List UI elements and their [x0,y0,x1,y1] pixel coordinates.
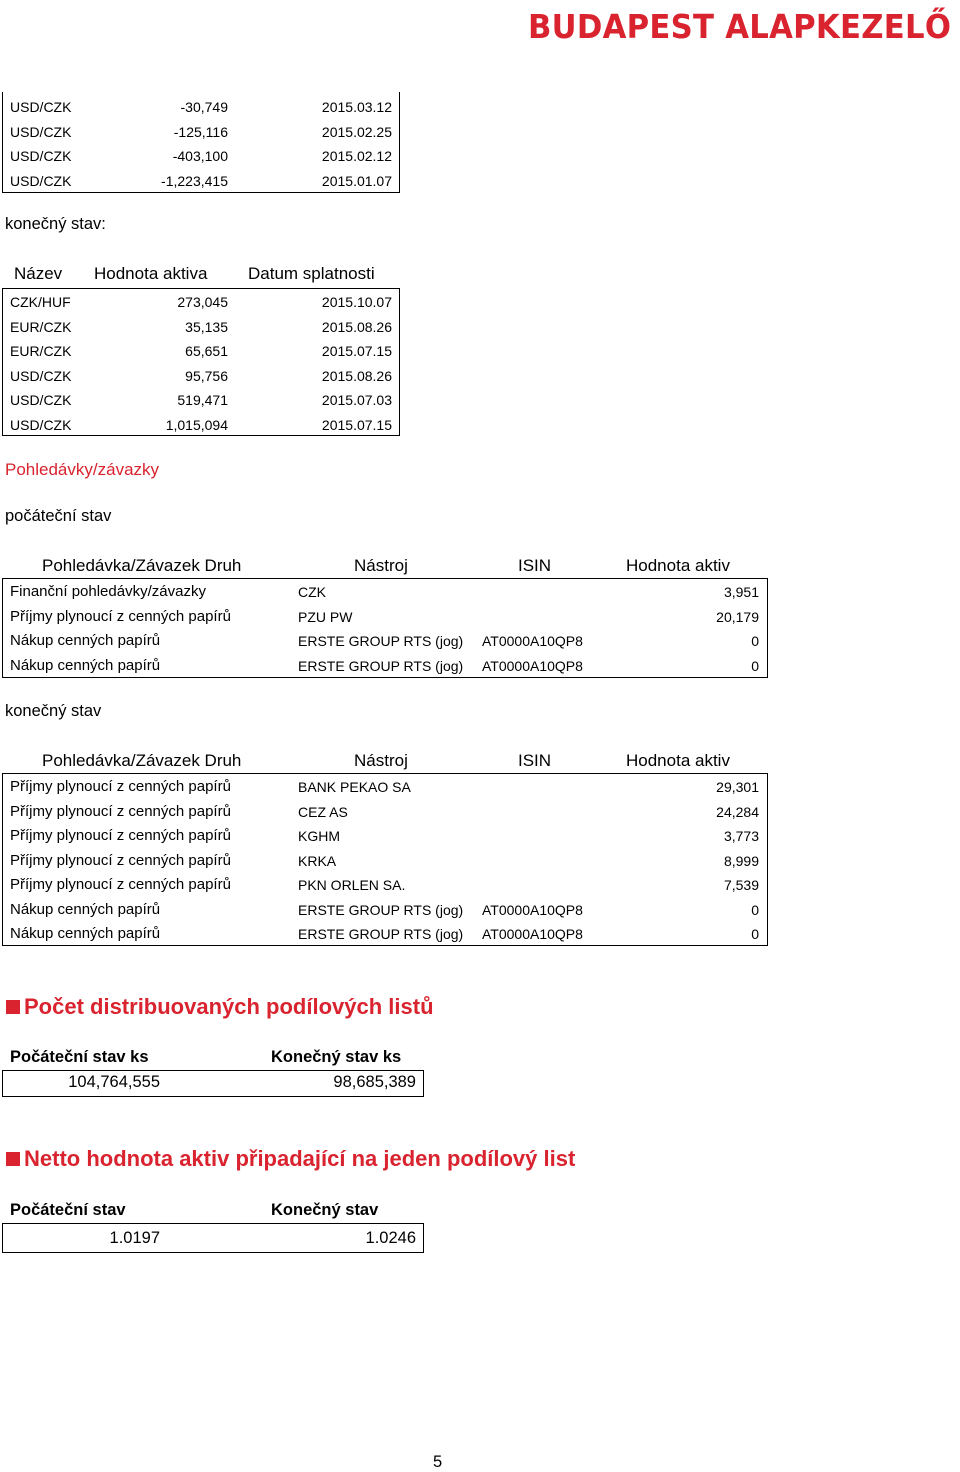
cell-instrument: KGHM [298,828,340,844]
units-end-value: 98,685,389 [333,1073,416,1091]
cell-date: 2015.03.12 [321,99,392,115]
cell-instrument: ERSTE GROUP RTS (jog) [298,901,464,918]
table-row [0,144,400,168]
receivables-title: Pohledávky/závazky [5,460,160,479]
table-row [0,580,770,604]
table-row [0,775,770,799]
bullet-square-icon [6,1000,20,1014]
cell-date: 2015.07.15 [321,343,392,359]
cell-type: Příjmy plynoucí z cenných papírů [10,778,231,795]
cell-date: 2015.07.15 [321,416,392,433]
cell-isin: AT0000A10QP8 [482,901,583,918]
nav-section-title [6,1146,575,1172]
cell-date: 2015.10.07 [321,294,392,310]
cell-value: 8,999 [723,852,759,869]
cell-value: 1,015,094 [165,416,228,433]
page-number: 5 [433,1453,443,1471]
cell-value: 0 [751,926,759,942]
cell-value: -125,116 [173,123,228,140]
cell-isin: AT0000A10QP8 [482,657,583,674]
cell-instrument: PZU PW [298,608,353,625]
cell-name: EUR/CZK [10,318,72,335]
nav-start-value: 1.0197 [109,1229,160,1247]
header-instrument: Nástroj [354,751,408,770]
nav-title: Netto hodnota aktiv připadající na jeden podílový list [24,1146,576,1171]
table-row [0,824,770,848]
table-row [0,95,400,119]
nav-end-label: Konečný stav [271,1201,379,1219]
cell-instrument: ERSTE GROUP RTS (jog) [298,633,464,649]
table-row [0,922,770,946]
header-name: Název [14,264,63,283]
cell-value: 24,284 [716,803,759,820]
cell-type: Příjmy plynoucí z cenných papírů [10,607,231,625]
cell-value: 95,756 [185,367,228,384]
cell-date: 2015.08.26 [321,318,392,335]
cell-value: 35,135 [185,318,228,335]
cell-value: -30,749 [180,99,228,115]
cell-date: 2015.08.26 [321,367,392,384]
cell-name: USD/CZK [10,172,72,189]
table-row [0,849,770,873]
table-row [0,898,770,922]
receivables-initial-title: počáteční stav [5,507,112,525]
cell-isin: AT0000A10QP8 [482,633,583,649]
cell-value: 0 [751,633,759,649]
table-row [0,605,770,629]
header-value: Hodnota aktiva [94,264,208,283]
bullet-square-icon [6,1152,20,1166]
cell-instrument: ERSTE GROUP RTS (jog) [298,926,464,942]
cell-instrument: PKN ORLEN SA. [298,877,406,893]
cell-date: 2015.01.07 [321,172,392,189]
brand-logo [520,4,956,48]
table-row [0,413,400,437]
table-row [0,120,400,144]
cell-value: 0 [751,657,759,674]
cell-type: Příjmy plynoucí z cenných papírů [10,802,231,820]
cell-type: Nákup cenných papírů [10,900,161,918]
nav-end-value: 1.0246 [365,1229,416,1247]
receivables-final-header [0,748,770,774]
cell-type: Příjmy plynoucí z cenných papírů [10,827,231,844]
fx-final-header [0,261,400,287]
header-type: Pohledávka/Závazek Druh [42,556,242,575]
header-instrument: Nástroj [354,556,408,575]
units-title: Počet distribuovaných podílových listů [24,994,434,1019]
cell-name: USD/CZK [10,392,72,408]
header-date: Datum splatnosti [248,264,375,283]
table-row [0,315,400,339]
nav-start-label: Počáteční stav [10,1201,126,1219]
cell-value: 29,301 [716,779,759,795]
receivables-final-title: konečný stav [5,702,102,720]
cell-type: Nákup cenných papírů [10,656,161,674]
table-row [0,169,400,193]
table-row [0,654,770,678]
cell-value: 273,045 [177,294,228,310]
table-row [0,388,400,412]
header-isin: ISIN [518,556,552,575]
table-row [0,873,770,897]
cell-date: 2015.02.12 [321,148,392,164]
units-section-title [6,994,434,1020]
cell-type: Finanční pohledávky/závazky [10,583,206,600]
cell-value: 20,179 [716,608,759,625]
cell-name: USD/CZK [10,99,72,115]
cell-name: EUR/CZK [10,343,72,359]
cell-value: 519,471 [177,392,228,408]
cell-type: Příjmy plynoucí z cenných papírů [10,851,231,869]
cell-isin: AT0000A10QP8 [482,926,583,942]
cell-instrument: KRKA [298,852,337,869]
cell-instrument: CEZ AS [298,803,348,820]
cell-instrument: ERSTE GROUP RTS (jog) [298,657,464,674]
cell-value: 3,773 [723,828,759,844]
cell-instrument: CZK [298,584,326,600]
table-row [0,629,770,653]
cell-value: -1,223,415 [161,172,228,189]
cell-date: 2015.07.03 [321,392,392,408]
cell-name: USD/CZK [10,416,72,433]
units-end-label: Konečný stav ks [271,1048,402,1066]
table-row [0,290,400,314]
cell-instrument: BANK PEKAO SA [298,779,411,795]
header-isin: ISIN [518,751,552,770]
header-value: Hodnota aktiv [626,751,730,770]
cell-type: Nákup cenných papírů [10,925,161,942]
cell-name: CZK/HUF [10,294,71,310]
table-row [0,800,770,824]
cell-value: 0 [751,901,759,918]
header-type: Pohledávka/Závazek Druh [42,751,242,770]
receivables-initial-header [0,553,770,579]
brand-name: BUDAPEST ALAPKEZELŐ [528,6,952,46]
cell-name: USD/CZK [10,148,72,164]
units-start-label: Počáteční stav ks [10,1048,149,1066]
units-start-value: 104,764,555 [68,1073,160,1091]
cell-value: 65,651 [185,343,228,359]
cell-date: 2015.02.25 [321,123,392,140]
cell-type: Příjmy plynoucí z cenných papírů [10,876,231,893]
cell-value: 3,951 [723,584,759,600]
header-value: Hodnota aktiv [626,556,730,575]
cell-value: 7,539 [723,877,759,893]
cell-name: USD/CZK [10,123,72,140]
cell-value: -403,100 [172,148,228,164]
cell-type: Nákup cenných papírů [10,632,161,649]
table-row [0,339,400,363]
cell-name: USD/CZK [10,367,72,384]
table-row [0,364,400,388]
fx-final-title: konečný stav: [5,215,106,233]
